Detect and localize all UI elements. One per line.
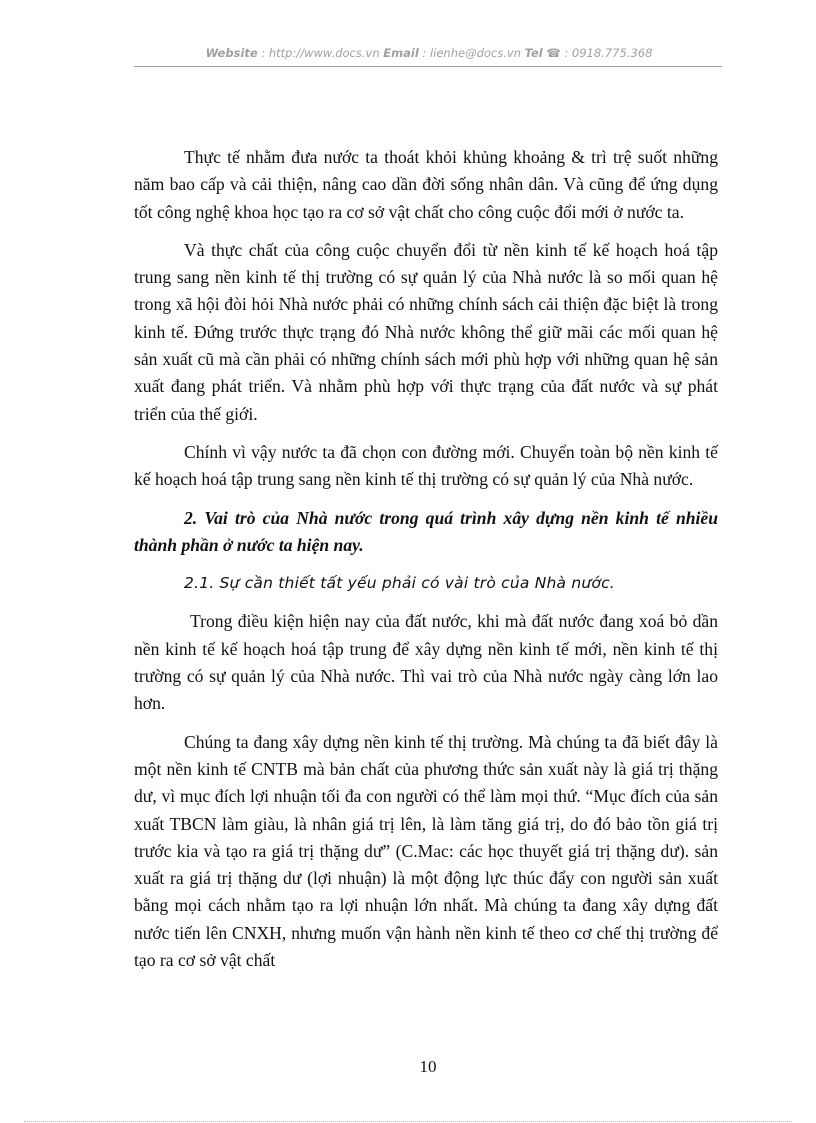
- paragraph: Trong điều kiện hiện nay của đất nước, khi mà đất nước đang xoá bỏ dần nền kinh tế kế hoạch hoá tập trung để xây dựng nền kinh tế mới, nền kinh tế thị trường có sự quản lý của Nhà nước. Thì vai trò của Nhà nước ngày càng lớn lao hơn.: [134, 611, 718, 714]
- website-label: Website: [205, 46, 258, 60]
- website-value: : http://www.docs.vn: [261, 46, 380, 60]
- page-header: [136, 46, 722, 60]
- document-body: [134, 144, 718, 985]
- page-number: 10: [419, 1057, 437, 1076]
- paragraph: Thực tế nhằm đưa nước ta thoát khỏi khủng khoảng & trì trệ suốt những năm bao cấp và cải thiện, nâng cao dần đời sống nhân dân. Và cũng để ứng dụng tốt công nghệ khoa học tạo ra cơ sở vật chất cho công cuộc đổi mới ở nước ta.: [134, 147, 718, 222]
- email-label: Email: [383, 46, 419, 60]
- section-heading: 2. Vai trò của Nhà nước trong quá trình xây dựng nền kinh tế nhiều thành phần ở nước ta hiện nay.: [134, 507, 718, 555]
- footer-divider: [24, 1121, 792, 1122]
- tel-value: ☎ : 0918.775.368: [546, 46, 653, 60]
- paragraph: Chúng ta đang xây dựng nền kinh tế thị trường. Mà chúng ta đã biết đây là một nền kinh tế CNTB mà bản chất của phương thức sản xuất này là giá trị thặng dư, vì mục đích lợi nhuận tối đa con người có thể làm mọi thứ. “Mục đích của sản xuất TBCN làm giàu, là nhân giá trị lên, là làm tăng giá trị, do đó bảo tồn giá trị trước kia và tạo ra giá trị thặng dư” (C.Mac: các học thuyết giá trị thặng dư). sản xuất ra giá trị thặng dư (lợi nhuận) là một động lực thúc đẩy con người sản xuất bằng mọi cách nhằm tạo ra lợi nhuận lớn nhất. Mà chúng ta đang xây dựng đất nước tiến lên CNXH, nhưng muốn vận hành nền kinh tế theo cơ chế thị trường để tạo ra cơ sở vật chất: [134, 731, 718, 971]
- header-divider: [134, 66, 722, 67]
- paragraph: Và thực chất của công cuộc chuyển đổi từ nền kinh tế kế hoạch hoá tập trung sang nền kinh tế thị trường có sự quản lý của Nhà nước là so mối quan hệ trong xã hội đòi hỏi Nhà nước phải có những chính sách cải thiện đặc biệt là trong kinh tế. Đứng trước thực trạng đó Nhà nước không thể giữ mãi các mối quan hệ sản xuất cũ mà cần phải có những chính sách mới phù hợp với những quan hệ sản xuất đang phát triển. Và nhằm phù hợp với thực trạng của đất nước và sự phát triển của thế giới.: [134, 239, 718, 424]
- subsection-heading: 2.1. Sự cần thiết tất yếu phải có vài trò của Nhà nước.: [184, 574, 615, 593]
- paragraph: Chính vì vậy nước ta đã chọn con đường mới. Chuyển toàn bộ nền kinh tế kế hoạch hoá tập trung sang nền kinh tế thị trường có sự quản lý của Nhà nước.: [134, 441, 718, 490]
- email-value: : lienhe@docs.vn: [422, 46, 521, 60]
- tel-label: Tel: [524, 46, 543, 60]
